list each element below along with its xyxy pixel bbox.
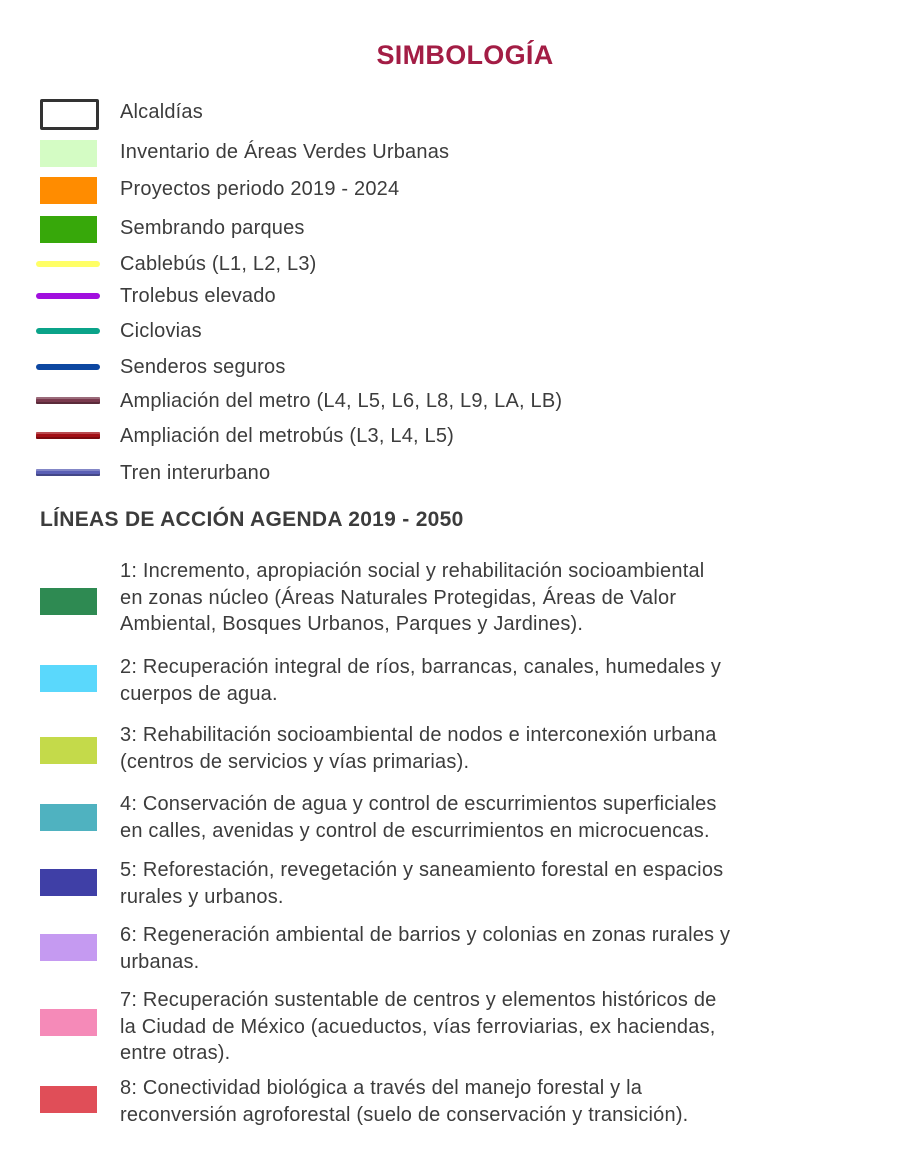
action-text-line: en zonas núcleo (Áreas Naturales Protegidas, Áreas de Valor (120, 586, 677, 609)
legend-label: Ciclovias (120, 320, 202, 342)
action-color-swatch (40, 1086, 97, 1113)
action-color-swatch (40, 665, 97, 692)
action-text (120, 722, 880, 775)
action-text (120, 922, 880, 975)
action-color-swatch (40, 588, 97, 615)
double-line-swatch (36, 432, 100, 439)
legend-label: Senderos seguros (120, 356, 286, 378)
action-text-line: 6: Regeneración ambiental de barrios y colonias en zonas rurales y (120, 924, 731, 946)
action-text-line: cuerpos de agua. (120, 682, 278, 705)
action-text-line: en calles, avenidas y control de escurrimientos en microcuencas. (120, 819, 710, 842)
line-swatch (36, 293, 100, 299)
action-text-line: 2: Recuperación integral de ríos, barrancas, canales, humedales y (120, 656, 722, 678)
action-text-line: Ambiental, Bosques Urbanos, Parques y Jardines). (120, 613, 584, 635)
action-text-line: 5: Reforestación, revegetación y saneamiento forestal en espacios (120, 859, 724, 881)
line-swatch (36, 261, 100, 267)
action-text-line: entre otras). (120, 1042, 231, 1064)
line-swatch (36, 364, 100, 370)
legend-label: Ampliación del metro (L4, L5, L6, L8, L9, LA, LB) (120, 390, 563, 412)
double-line-swatch (36, 469, 100, 476)
action-color-swatch (40, 869, 97, 896)
action-text-line: 1: Incremento, apropiación social y rehabilitación socioambiental (120, 560, 705, 582)
action-text (120, 987, 880, 1067)
action-text-line: (centros de servicios y vías primarias). (120, 750, 470, 773)
legend-label: Sembrando parques (120, 217, 305, 239)
legend-label: Trolebus elevado (120, 285, 276, 307)
legend-label: Cablebús (L1, L2, L3) (120, 253, 317, 275)
action-color-swatch (40, 804, 97, 831)
legend-label: Ampliación del metrobús (L3, L4, L5) (120, 425, 455, 447)
action-text (120, 791, 880, 844)
action-text (120, 558, 880, 638)
double-line-swatch (36, 397, 100, 404)
action-text-line: 7: Recuperación sustentable de centros y elementos históricos de (120, 989, 717, 1011)
legend-item (0, 462, 900, 507)
outline-swatch (40, 99, 99, 130)
action-text (120, 654, 880, 707)
action-text-line: la Ciudad de México (acueductos, vías ferroviarias, ex haciendas, (120, 1015, 716, 1038)
color-swatch (40, 140, 97, 167)
action-color-swatch (40, 737, 97, 764)
color-swatch (40, 177, 97, 204)
action-text (120, 1075, 880, 1128)
color-swatch (40, 216, 97, 243)
legend-title: SIMBOLOGÍA (376, 40, 554, 70)
legend-label: Tren interurbano (120, 462, 271, 484)
action-text-line: reconversión agroforestal (suelo de conservación y transición). (120, 1103, 689, 1126)
action-text-line: 8: Conectividad biológica a través del manejo forestal y la (120, 1077, 643, 1099)
action-color-swatch (40, 1009, 97, 1036)
action-text (120, 857, 880, 910)
action-text-line: rurales y urbanos. (120, 885, 284, 908)
action-text-line: 4: Conservación de agua y control de escurrimientos superficiales (120, 793, 717, 815)
legend-label: Proyectos periodo 2019 - 2024 (120, 178, 400, 200)
line-swatch (36, 328, 100, 334)
action-text-line: 3: Rehabilitación socioambiental de nodos e interconexión urbana (120, 724, 717, 746)
section-title: LÍNEAS DE ACCIÓN AGENDA 2019 - 2050 (40, 508, 464, 531)
action-color-swatch (40, 934, 97, 961)
legend-label: Inventario de Áreas Verdes Urbanas (120, 141, 450, 163)
action-text-line: urbanas. (120, 950, 200, 973)
legend-label: Alcaldías (120, 101, 203, 123)
